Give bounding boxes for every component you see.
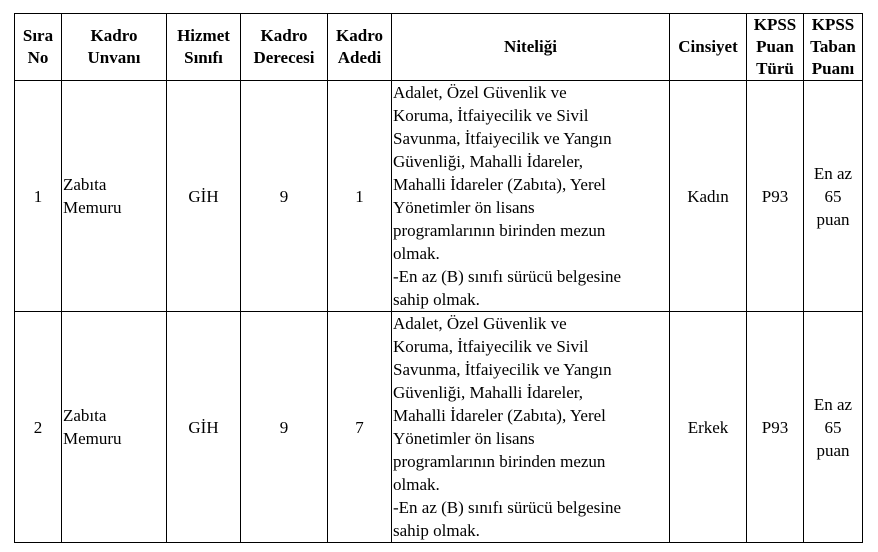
header-kadro-adedi: Kadro Adedi <box>328 14 392 81</box>
table-row <box>15 81 863 312</box>
header-kadro-unvani: Kadro Unvanı <box>62 14 167 81</box>
header-niteligi: Niteliği <box>392 14 670 81</box>
cell-kpss-taban-puani: En az 65 puan <box>804 81 863 312</box>
cell-kpss-puan-turu: P93 <box>747 312 804 543</box>
cell-kpss-puan-turu: P93 <box>747 81 804 312</box>
cell-sira-no: 1 <box>15 81 62 312</box>
cell-kadro-unvani: Zabıta Memuru <box>62 312 167 543</box>
cell-kadro-unvani: Zabıta Memuru <box>62 81 167 312</box>
table-row <box>15 312 863 543</box>
cell-kpss-taban-puani: En az 65 puan <box>804 312 863 543</box>
cell-kadro-adedi: 1 <box>328 81 392 312</box>
header-sira-no: Sıra No <box>15 14 62 81</box>
cell-niteligi: Adalet, Özel Güvenlik ve Koruma, İtfaiyecilik ve Sivil Savunma, İtfaiyecilik ve Yangın Güvenliği, Mahalli İdareler, Mahalli İdareler (Zabıta), Yerel Yönetimler ön lisans programlarının birinden mezun olmak. -En az (B) sınıfı sürücü belgesine sahip olmak. <box>392 81 670 312</box>
cell-kadro-derecesi: 9 <box>241 81 328 312</box>
header-cinsiyet: Cinsiyet <box>670 14 747 81</box>
cell-niteligi: Adalet, Özel Güvenlik ve Koruma, İtfaiyecilik ve Sivil Savunma, İtfaiyecilik ve Yangın Güvenliği, Mahalli İdareler, Mahalli İdareler (Zabıta), Yerel Yönetimler ön lisans programlarının birinden mezun olmak. -En az (B) sınıfı sürücü belgesine sahip olmak. <box>392 312 670 543</box>
cell-hizmet-sinifi: GİH <box>167 312 241 543</box>
cell-kadro-derecesi: 9 <box>241 312 328 543</box>
cell-sira-no: 2 <box>15 312 62 543</box>
header-hizmet-sinifi: Hizmet Sınıfı <box>167 14 241 81</box>
header-row <box>15 14 863 81</box>
cell-hizmet-sinifi: GİH <box>167 81 241 312</box>
staff-table <box>14 13 863 543</box>
header-kpss-puan-turu: KPSS Puan Türü <box>747 14 804 81</box>
cell-kadro-adedi: 7 <box>328 312 392 543</box>
header-kpss-taban-puani: KPSS Taban Puanı <box>804 14 863 81</box>
cell-cinsiyet: Erkek <box>670 312 747 543</box>
staff-table-container <box>14 13 863 543</box>
cell-cinsiyet: Kadın <box>670 81 747 312</box>
header-kadro-derecesi: Kadro Derecesi <box>241 14 328 81</box>
